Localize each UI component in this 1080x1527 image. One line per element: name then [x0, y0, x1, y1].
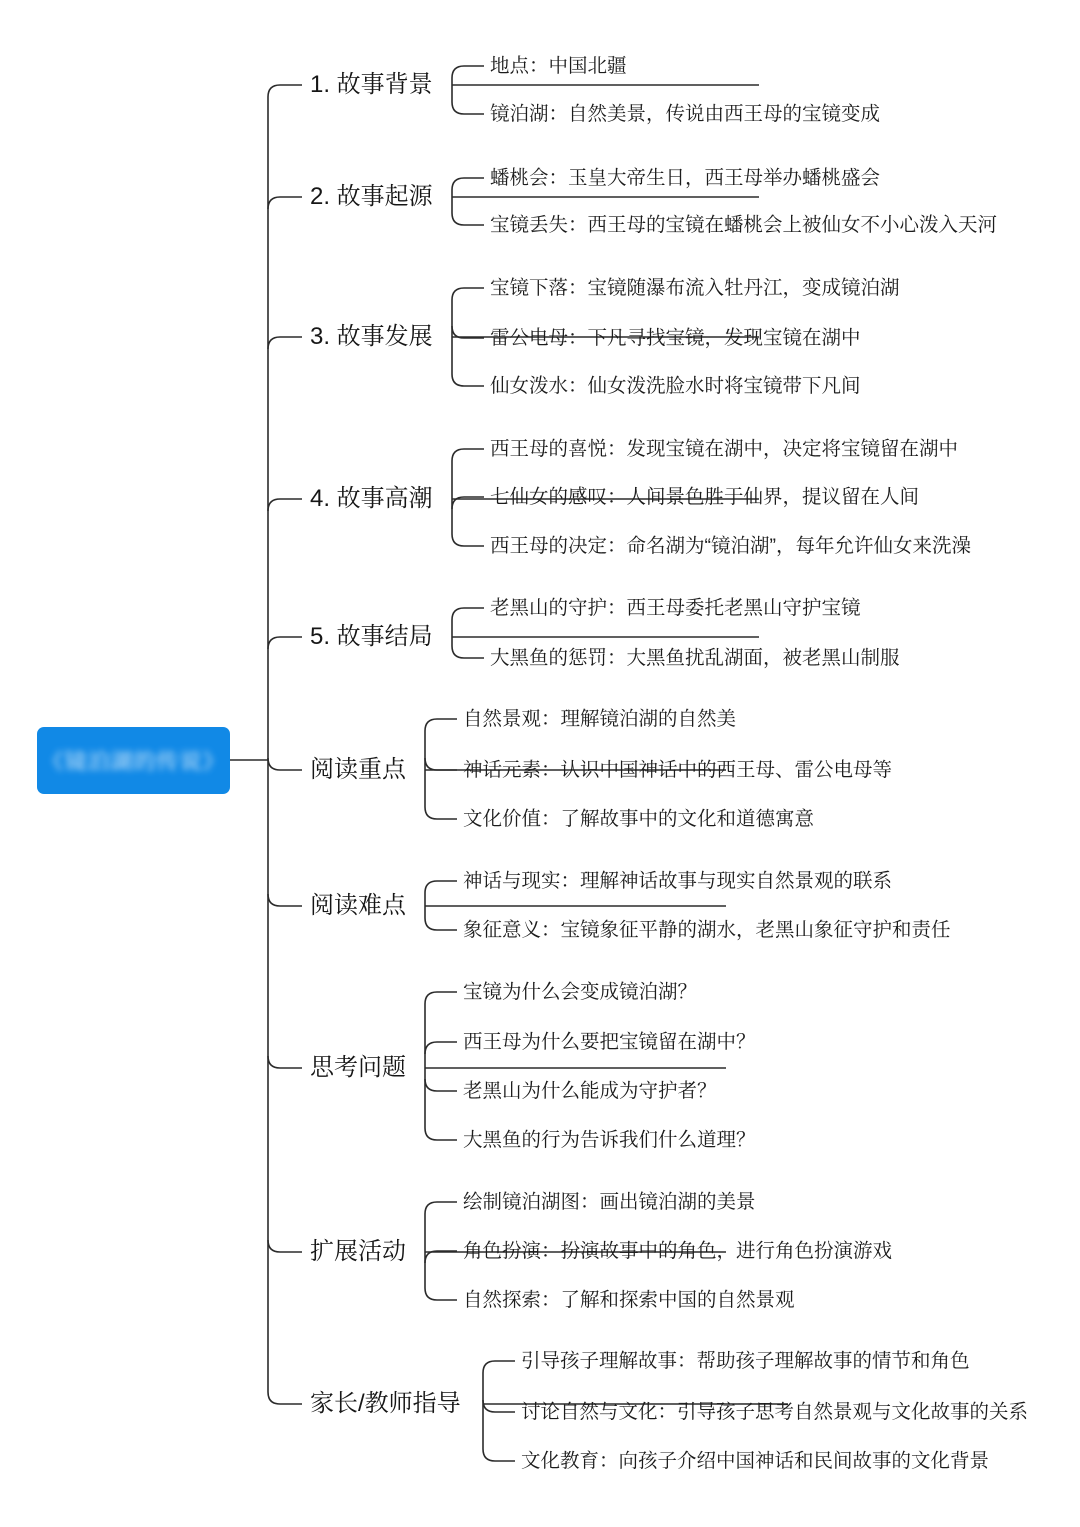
branch-node-8[interactable]	[310, 1054, 406, 1082]
leaf-node-9-3[interactable]	[463, 1288, 795, 1312]
leaf-node-label: 引导孩子理解故事：帮助孩子理解故事的情节和角色	[521, 1350, 970, 1372]
branch-node-1[interactable]	[310, 71, 433, 99]
leaf-node-9-1[interactable]	[463, 1190, 756, 1214]
leaf-node-10-3[interactable]	[521, 1449, 989, 1473]
leaf-node-10-1[interactable]	[521, 1349, 970, 1373]
leaf-node-6-3[interactable]	[463, 807, 814, 831]
leaf-node-label: 老黑山为什么能成为守护者？	[463, 1080, 717, 1102]
branch-node-label: 2. 故事起源	[310, 183, 433, 210]
branch-node-4[interactable]	[310, 485, 433, 513]
leaf-node-1-2[interactable]	[490, 102, 880, 126]
branch-node-label: 阅读难点	[310, 892, 406, 919]
leaf-node-label: 地点：中国北疆	[490, 55, 627, 77]
leaf-node-2-1[interactable]	[490, 166, 880, 190]
branch-node-9[interactable]	[310, 1238, 406, 1266]
branch-node-6[interactable]	[310, 756, 406, 784]
leaf-node-label: 西王母的喜悦：发现宝镜在湖中，决定将宝镜留在湖中	[490, 438, 959, 460]
leaf-node-label: 文化价值：了解故事中的文化和道德寓意	[463, 808, 815, 830]
leaf-node-label: 七仙女的感叹：人间景色胜于仙界，提议留在人间	[490, 486, 920, 508]
branch-node-label: 5. 故事结局	[310, 623, 433, 650]
root-node[interactable]	[37, 727, 230, 794]
leaf-node-label: 自然探索：了解和探索中国的自然景观	[463, 1289, 795, 1311]
branch-node-label: 3. 故事发展	[310, 323, 433, 350]
leaf-node-label: 宝镜下落：宝镜随瀑布流入牡丹江，变成镜泊湖	[490, 277, 900, 299]
leaf-node-label: 象征意义：宝镜象征平静的湖水，老黑山象征守护和责任	[463, 919, 951, 941]
leaf-node-label: 绘制镜泊湖图：画出镜泊湖的美景	[463, 1191, 756, 1213]
leaf-node-label: 大黑鱼的惩罚：大黑鱼扰乱湖面，被老黑山制服	[490, 647, 900, 669]
leaf-node-label: 神话元素：认识中国神话中的西王母、雷公电母等	[463, 759, 893, 781]
leaf-node-label: 西王母为什么要把宝镜留在湖中？	[463, 1031, 756, 1053]
leaf-node-4-1[interactable]	[490, 437, 958, 461]
leaf-node-label: 文化教育：向孩子介绍中国神话和民间故事的文化背景	[521, 1450, 990, 1472]
leaf-node-label: 蟠桃会：玉皇大帝生日，西王母举办蟠桃盛会	[490, 167, 881, 189]
leaf-node-2-2[interactable]	[490, 213, 997, 237]
leaf-node-label: 讨论自然与文化：引导孩子思考自然景观与文化故事的关系	[521, 1401, 1029, 1423]
leaf-node-6-1[interactable]	[463, 707, 736, 731]
leaf-node-label: 自然景观：理解镜泊湖的自然美	[463, 708, 737, 730]
leaf-node-1-1[interactable]	[490, 54, 627, 78]
branch-node-label: 思考问题	[310, 1054, 406, 1081]
leaf-node-3-1[interactable]	[490, 276, 900, 300]
leaf-node-3-3[interactable]	[490, 374, 861, 398]
branch-node-label: 扩展活动	[310, 1238, 406, 1265]
leaf-node-8-2[interactable]	[463, 1030, 756, 1054]
branch-node-label: 1. 故事背景	[310, 71, 433, 98]
branch-node-3[interactable]	[310, 323, 433, 351]
leaf-node-label: 宝镜为什么会变成镜泊湖？	[463, 981, 698, 1003]
leaf-node-label: 西王母的决定：命名湖为“镜泊湖”，每年允许仙女来洗澡	[490, 535, 971, 557]
leaf-node-10-2[interactable]	[521, 1400, 1028, 1424]
leaf-node-5-2[interactable]	[490, 646, 900, 670]
branch-node-label: 家长/教师指导	[310, 1390, 461, 1417]
leaf-node-3-2[interactable]	[490, 326, 861, 350]
leaf-node-8-1[interactable]	[463, 980, 697, 1004]
leaf-node-8-3[interactable]	[463, 1079, 717, 1103]
leaf-node-4-2[interactable]	[490, 485, 919, 509]
leaf-node-label: 宝镜丢失：西王母的宝镜在蟠桃会上被仙女不小心泼入天河	[490, 214, 998, 236]
leaf-node-label: 大黑鱼的行为告诉我们什么道理？	[463, 1129, 756, 1151]
branch-node-5[interactable]	[310, 623, 433, 651]
branch-node-7[interactable]	[310, 892, 406, 920]
leaf-node-label: 老黑山的守护：西王母委托老黑山守护宝镜	[490, 597, 861, 619]
leaf-node-label: 镜泊湖：自然美景，传说由西王母的宝镜变成	[490, 103, 881, 125]
leaf-node-8-4[interactable]	[463, 1128, 756, 1152]
leaf-node-label: 神话与现实：理解神话故事与现实自然景观的联系	[463, 870, 893, 892]
branch-node-label: 4. 故事高潮	[310, 485, 433, 512]
branch-node-label: 阅读重点	[310, 756, 406, 783]
leaf-node-5-1[interactable]	[490, 596, 861, 620]
leaf-node-label: 角色扮演：扮演故事中的角色，进行角色扮演游戏	[463, 1240, 893, 1262]
branch-node-10[interactable]	[310, 1390, 461, 1418]
leaf-node-6-2[interactable]	[463, 758, 892, 782]
root-node-label: 《镜泊湖的传说》	[41, 749, 226, 774]
branch-node-2[interactable]	[310, 183, 433, 211]
leaf-node-9-2[interactable]	[463, 1239, 892, 1263]
leaf-node-label: 雷公电母：下凡寻找宝镜，发现宝镜在湖中	[490, 327, 861, 349]
leaf-node-4-3[interactable]	[490, 534, 971, 558]
leaf-node-7-1[interactable]	[463, 869, 892, 893]
leaf-node-label: 仙女泼水：仙女泼洗脸水时将宝镜带下凡间	[490, 375, 861, 397]
leaf-node-7-2[interactable]	[463, 918, 951, 942]
